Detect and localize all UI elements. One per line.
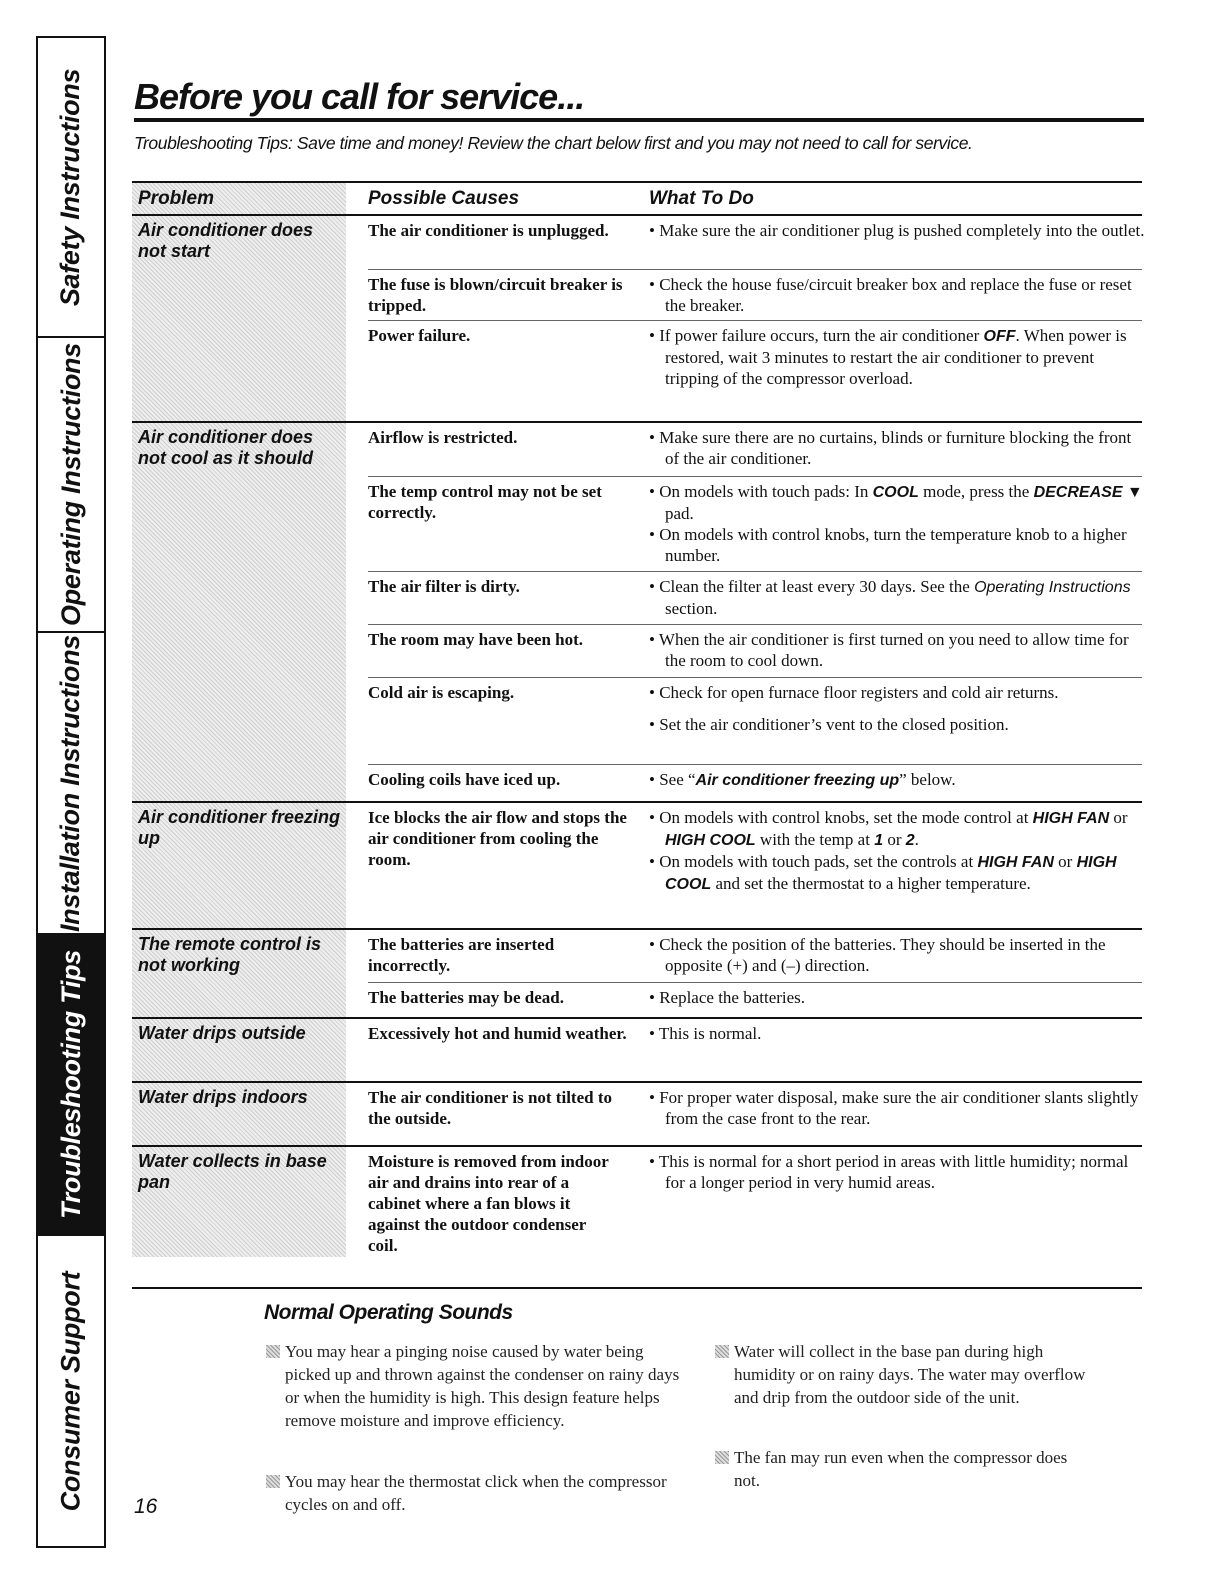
problem-group-remote — [132, 930, 1142, 1019]
problem-text: Water drips outside — [138, 1023, 306, 1043]
tab-label: Consumer Support — [55, 1271, 86, 1511]
problem-group-freezing-up — [132, 803, 1142, 930]
todo-text: • This is normal. — [649, 1024, 762, 1043]
table-row — [368, 1083, 1142, 1145]
table-row — [368, 678, 1142, 765]
problem-cell — [132, 1147, 346, 1257]
tab-installation-instructions[interactable] — [38, 633, 104, 935]
square-bullet-icon — [266, 1475, 280, 1488]
table-row — [368, 270, 1142, 321]
problem-column-header — [132, 183, 346, 214]
todo-text: • When the air conditioner is first turned on you need to allow time for the room to cool down. — [649, 630, 1129, 670]
cause-text: The temp control may not be set correctly. — [368, 482, 602, 522]
cause-text: Airflow is restricted. — [368, 428, 518, 447]
page-title: Before you call for service... — [134, 76, 585, 117]
title-rule — [134, 118, 1144, 122]
problem-cell — [132, 930, 346, 1017]
todo-text: • This is normal for a short period in areas with little humidity; normal for a longer period in very humid areas. — [649, 1152, 1129, 1192]
todo-text: • Check the position of the batteries. They should be inserted in the opposite (+) and (–) direction. — [649, 935, 1106, 975]
square-bullet-icon — [715, 1451, 729, 1464]
cause-text: The air filter is dirty. — [368, 577, 520, 596]
cause-text: The room may have been hot. — [368, 630, 584, 649]
tab-label: Operating Instructions — [55, 343, 86, 626]
tab-safety-instructions[interactable] — [38, 38, 104, 338]
problem-header-label: Problem — [138, 188, 215, 209]
problem-text: Water collects in base pan — [138, 1151, 327, 1192]
table-row — [368, 321, 1142, 421]
todo-text: • Check for open furnace floor registers and cold air returns. • Set the air conditioner’s vent to the closed position. — [649, 683, 1059, 734]
tab-troubleshooting-tips[interactable] — [38, 935, 104, 1236]
problem-text: Water drips indoors — [138, 1087, 308, 1107]
table-row — [368, 216, 1145, 270]
todo-text: • If power failure occurs, turn the air conditioner OFF. When power is restored, wait 3 minutes to restart the air conditioner to prevent tripping of the compressor overload. — [649, 326, 1127, 388]
page-subtitle: Troubleshooting Tips: Save time and money! Review the chart below first and you may not need to call for service. — [134, 133, 973, 153]
problem-group-drips-indoors — [132, 1083, 1142, 1147]
cause-text: The fuse is blown/circuit breaker is tripped. — [368, 275, 623, 315]
cause-text: The air conditioner is unplugged. — [368, 221, 609, 240]
problem-text: Air conditioner does not cool as it should — [138, 427, 314, 468]
todo-text: • See “Air conditioner freezing up” below. — [649, 770, 956, 789]
todo-text: • Make sure there are no curtains, blinds or furniture blocking the front of the air conditioner. — [649, 428, 1132, 468]
table-row — [368, 765, 1142, 801]
cause-text: Moisture is removed from indoor air and drains into rear of a cabinet where a fan blows it against the outdoor condenser coil. — [368, 1152, 609, 1255]
table-row — [368, 1019, 1142, 1081]
table-header-row — [132, 181, 1142, 216]
problem-cell — [132, 216, 346, 421]
table-row — [368, 572, 1142, 625]
table-row — [368, 803, 1142, 928]
cause-text: Cooling coils have iced up. — [368, 770, 561, 789]
troubleshooting-table — [132, 181, 1145, 1257]
tab-label: Troubleshooting Tips — [55, 950, 86, 1219]
tab-label: Safety Instructions — [55, 68, 86, 306]
sound-item: The fan may run even when the compressor does not. — [715, 1446, 1095, 1492]
problem-group-not-start — [132, 216, 1145, 423]
causes-column-header: Possible Causes — [368, 188, 520, 209]
problem-text: Air conditioner does not start — [138, 220, 314, 261]
section-tabs — [36, 36, 106, 1548]
cause-text: Cold air is escaping. — [368, 683, 515, 702]
cause-text: Power failure. — [368, 326, 471, 345]
problem-cell — [132, 423, 346, 801]
square-bullet-icon — [715, 1345, 729, 1358]
table-row — [368, 625, 1142, 678]
problem-cell — [132, 1019, 346, 1081]
sound-item: You may hear a pinging noise caused by water being picked up and thrown against the condenser on rainy days or when the humidity is high. This design feature helps remove moisture and improve efficiency. — [266, 1340, 686, 1432]
table-row — [368, 423, 1142, 477]
page-number: 16 — [134, 1495, 158, 1518]
todo-text: • Check the house fuse/circuit breaker box and replace the fuse or reset the breaker. — [649, 275, 1132, 315]
problem-cell — [132, 803, 346, 928]
table-row — [368, 477, 1142, 572]
cause-text: The batteries may be dead. — [368, 988, 564, 1007]
todo-text: • For proper water disposal, make sure the air conditioner slants slightly from the case front to the rear. — [649, 1088, 1139, 1128]
cause-text: The air conditioner is not tilted to the outside. — [368, 1088, 612, 1128]
todo-text: • Replace the batteries. — [649, 988, 806, 1007]
sound-item: Water will collect in the base pan during high humidity or on rainy days. The water may overflow and drip from the outdoor side of the unit. — [715, 1340, 1095, 1409]
square-bullet-icon — [266, 1345, 280, 1358]
cause-text: Ice blocks the air flow and stops the air conditioner from cooling the room. — [368, 808, 627, 869]
table-row — [368, 983, 1142, 1017]
section-divider — [132, 1287, 1142, 1289]
cause-text: Excessively hot and humid weather. — [368, 1024, 627, 1043]
tab-operating-instructions[interactable] — [38, 338, 104, 633]
table-row — [368, 930, 1142, 983]
tab-label: Installation Instructions — [55, 634, 86, 932]
tab-consumer-support[interactable] — [38, 1236, 104, 1546]
problem-group-drips-outside — [132, 1019, 1142, 1083]
todo-text: • On models with control knobs, set the mode control at HIGH FAN or HIGH COOL with the temp at 1 or 2. • On models with touch pads, set the controls at HIGH FAN or HIGH COOL and set the thermostat to a higher temperature. — [649, 808, 1128, 893]
sounds-heading: Normal Operating Sounds — [264, 1301, 513, 1324]
problem-group-not-cool — [132, 423, 1142, 803]
problem-group-base-pan — [132, 1147, 1142, 1257]
sound-item: You may hear the thermostat click when the compressor cycles on and off. — [266, 1470, 686, 1516]
problem-cell — [132, 1083, 346, 1145]
cause-text: The batteries are inserted incorrectly. — [368, 935, 555, 975]
todo-column-header: What To Do — [649, 188, 754, 209]
problem-text: The remote control is not working — [138, 934, 322, 975]
problem-text: Air conditioner freezing up — [138, 807, 341, 848]
todo-text: • Clean the filter at least every 30 days. See the Operating Instructions section. — [649, 577, 1131, 618]
todo-text: • On models with touch pads: In COOL mode, press the DECREASE ▼ pad. • On models with control knobs, turn the temperature knob to a higher number. — [649, 482, 1143, 565]
todo-text: • Make sure the air conditioner plug is pushed completely into the outlet. — [649, 221, 1145, 240]
table-row — [368, 1147, 1142, 1257]
